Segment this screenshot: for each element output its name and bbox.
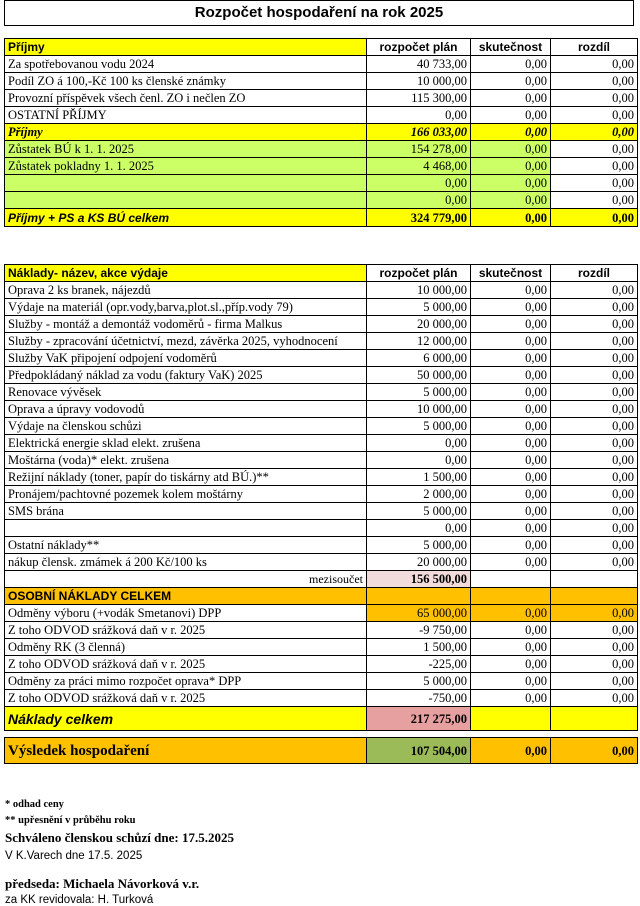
header-actual: skutečnost bbox=[471, 39, 551, 56]
row-label bbox=[5, 520, 367, 537]
plan-value: 50 000,00 bbox=[367, 367, 471, 384]
plan-value: 0,00 bbox=[367, 175, 471, 192]
costs-header-row bbox=[5, 265, 638, 282]
costs-total-row bbox=[5, 707, 638, 731]
diff-value: 0,00 bbox=[551, 537, 638, 554]
plan-value: 1 500,00 bbox=[367, 469, 471, 486]
diff-value: 0,00 bbox=[551, 316, 638, 333]
costs-total-value: 217 275,00 bbox=[367, 707, 471, 731]
costs-subtotal-row bbox=[5, 571, 638, 588]
diff-value: 0,00 bbox=[551, 384, 638, 401]
actual-value: 0,00 bbox=[471, 401, 551, 418]
row-label: Služby - montáž a demontáž vodoměrů - firma Malkus bbox=[5, 316, 367, 333]
row-label: Podíl ZO á 100,-Kč 100 ks členské známky bbox=[5, 73, 367, 90]
spacer-cell bbox=[471, 731, 551, 738]
personal-header-label: OSOBNÍ NÁKLADY CELKEM bbox=[5, 588, 367, 605]
diff-value: 0,00 bbox=[551, 141, 638, 158]
plan-value: 1 500,00 bbox=[367, 639, 471, 656]
row-label: Z toho ODVOD srážková daň v r. 2025 bbox=[5, 690, 367, 707]
diff-value: 0,00 bbox=[551, 452, 638, 469]
plan-value: 2 000,00 bbox=[367, 486, 471, 503]
plan-value: -9 750,00 bbox=[367, 622, 471, 639]
plan-value: 20 000,00 bbox=[367, 316, 471, 333]
row-label: Zůstatek pokladny 1. 1. 2025 bbox=[5, 158, 367, 175]
table-row bbox=[5, 435, 638, 452]
row-label: Zůstatek BÚ k 1. 1. 2025 bbox=[5, 141, 367, 158]
diff-value: 0,00 bbox=[551, 622, 638, 639]
row-label: Odměny za práci mimo rozpočet oprava* DPP bbox=[5, 673, 367, 690]
actual-value: 0,00 bbox=[471, 141, 551, 158]
spacer-cell bbox=[5, 731, 367, 738]
row-label: Renovace vývěsek bbox=[5, 384, 367, 401]
plan-value: 0,00 bbox=[367, 452, 471, 469]
plan-value: 10 000,00 bbox=[367, 401, 471, 418]
actual-value: 0,00 bbox=[471, 350, 551, 367]
personal-costs-header bbox=[5, 588, 638, 605]
actual-value: 0,00 bbox=[471, 622, 551, 639]
balance-row bbox=[5, 158, 638, 175]
table-row bbox=[5, 316, 638, 333]
diff-value: 0,00 bbox=[551, 56, 638, 73]
actual-value: 0,00 bbox=[471, 333, 551, 350]
header-diff: rozdíl bbox=[551, 265, 638, 282]
table-row bbox=[5, 537, 638, 554]
plan-value: 5 000,00 bbox=[367, 384, 471, 401]
result-plan: 107 504,00 bbox=[367, 738, 471, 764]
balance-row bbox=[5, 175, 638, 192]
place-date: V K.Varech dne 17.5. 2025 bbox=[5, 850, 143, 862]
spacer-cell bbox=[367, 731, 471, 738]
personal-cost-row bbox=[5, 673, 638, 690]
spacer-row bbox=[5, 731, 638, 738]
row-label bbox=[5, 175, 367, 192]
plan-value: 0,00 bbox=[367, 192, 471, 209]
diff-value: 0,00 bbox=[551, 690, 638, 707]
table-row bbox=[5, 401, 638, 418]
row-label: Moštárna (voda)* elekt. zrušena bbox=[5, 452, 367, 469]
table-row bbox=[5, 469, 638, 486]
header-diff: rozdíl bbox=[551, 39, 638, 56]
result-diff: 0,00 bbox=[551, 738, 638, 764]
personal-cost-row bbox=[5, 622, 638, 639]
plan-value: -225,00 bbox=[367, 656, 471, 673]
empty-cell bbox=[471, 707, 551, 731]
table-row bbox=[5, 90, 638, 107]
actual-value: 0,00 bbox=[471, 192, 551, 209]
diff-value: 0,00 bbox=[551, 520, 638, 537]
empty-cell bbox=[551, 571, 638, 588]
diff-value: 0,00 bbox=[551, 639, 638, 656]
plan-value: 65 000,00 bbox=[367, 605, 471, 622]
plan-value: 166 033,00 bbox=[367, 124, 471, 141]
actual-value: 0,00 bbox=[471, 435, 551, 452]
income-header-row bbox=[5, 39, 638, 56]
row-label: Oprava a úpravy vodovodů bbox=[5, 401, 367, 418]
row-label: Služby - zpracování účetnictví, mezd, závěrka 2025, vyhodnocení bbox=[5, 333, 367, 350]
row-label: Odměny výboru (+vodák Smetanovi) DPP bbox=[5, 605, 367, 622]
diff-value: 0,00 bbox=[551, 90, 638, 107]
diff-value: 0,00 bbox=[551, 282, 638, 299]
diff-value: 0,00 bbox=[551, 124, 638, 141]
row-label: Pronájem/pachtovné pozemek kolem moštárny bbox=[5, 486, 367, 503]
note-refine: ** upřesnění v průběhu roku bbox=[5, 815, 136, 826]
personal-cost-row bbox=[5, 639, 638, 656]
plan-value: 6 000,00 bbox=[367, 350, 471, 367]
diff-value: 0,00 bbox=[551, 469, 638, 486]
table-row bbox=[5, 418, 638, 435]
table-row bbox=[5, 333, 638, 350]
row-label: Elektrická energie sklad elekt. zrušena bbox=[5, 435, 367, 452]
row-label: Předpokládaný náklad za vodu (faktury VaK) 2025 bbox=[5, 367, 367, 384]
diff-value: 0,00 bbox=[551, 192, 638, 209]
row-label: Výdaje na členskou schůzi bbox=[5, 418, 367, 435]
spacer-cell bbox=[551, 731, 638, 738]
personal-cost-row bbox=[5, 690, 638, 707]
actual-value: 0,00 bbox=[471, 469, 551, 486]
row-label: Odměny RK (3 členná) bbox=[5, 639, 367, 656]
result-actual: 0,00 bbox=[471, 738, 551, 764]
subtotal-value: 156 500,00 bbox=[367, 571, 471, 588]
row-label: Výdaje na materiál (opr.vody,barva,plot.sl.,příp.vody 79) bbox=[5, 299, 367, 316]
diff-value: 0,00 bbox=[551, 486, 638, 503]
plan-value: 0,00 bbox=[367, 520, 471, 537]
table-row bbox=[5, 56, 638, 73]
balance-row bbox=[5, 192, 638, 209]
audit-signature: za KK revidovala: H. Turková bbox=[5, 894, 154, 906]
table-row bbox=[5, 107, 638, 124]
actual-value: 0,00 bbox=[471, 639, 551, 656]
plan-value: -750,00 bbox=[367, 690, 471, 707]
actual-value: 0,00 bbox=[471, 486, 551, 503]
diff-value: 0,00 bbox=[551, 673, 638, 690]
actual-value: 0,00 bbox=[471, 673, 551, 690]
plan-value: 10 000,00 bbox=[367, 282, 471, 299]
actual-value: 0,00 bbox=[471, 690, 551, 707]
income-table bbox=[4, 38, 638, 227]
empty-cell bbox=[551, 588, 638, 605]
empty-cell bbox=[367, 588, 471, 605]
result-row bbox=[5, 738, 638, 764]
actual-value: 0,00 bbox=[471, 124, 551, 141]
approval-note: Schváleno členskou schůzí dne: 17.5.2025 bbox=[5, 830, 234, 845]
row-label: Režijní náklady (toner, papír do tiskárny atd BÚ.)** bbox=[5, 469, 367, 486]
diff-value: 0,00 bbox=[551, 418, 638, 435]
plan-value: 20 000,00 bbox=[367, 554, 471, 571]
row-label: Příjmy bbox=[5, 124, 367, 141]
table-row bbox=[5, 554, 638, 571]
plan-value: 324 779,00 bbox=[367, 209, 471, 227]
plan-value: 0,00 bbox=[367, 435, 471, 452]
header-plan: rozpočet plán bbox=[367, 39, 471, 56]
plan-value: 154 278,00 bbox=[367, 141, 471, 158]
actual-value: 0,00 bbox=[471, 316, 551, 333]
table-row bbox=[5, 367, 638, 384]
diff-value: 0,00 bbox=[551, 175, 638, 192]
actual-value: 0,00 bbox=[471, 554, 551, 571]
table-row bbox=[5, 452, 638, 469]
row-label bbox=[5, 192, 367, 209]
diff-value: 0,00 bbox=[551, 299, 638, 316]
personal-cost-row bbox=[5, 656, 638, 673]
table-row bbox=[5, 73, 638, 90]
actual-value: 0,00 bbox=[471, 209, 551, 227]
row-label: nákup člensk. zmámek á 200 Kč/100 ks bbox=[5, 554, 367, 571]
diff-value: 0,00 bbox=[551, 333, 638, 350]
subtotal-label: mezisoučet bbox=[5, 571, 367, 588]
header-plan: rozpočet plán bbox=[367, 265, 471, 282]
actual-value: 0,00 bbox=[471, 452, 551, 469]
plan-value: 5 000,00 bbox=[367, 537, 471, 554]
row-label: Z toho ODVOD srážková daň v r. 2025 bbox=[5, 622, 367, 639]
balance-row bbox=[5, 141, 638, 158]
row-label: OSTATNÍ PŘÍJMY bbox=[5, 107, 367, 124]
header-label: Příjmy bbox=[5, 39, 367, 56]
table-row bbox=[5, 282, 638, 299]
actual-value: 0,00 bbox=[471, 175, 551, 192]
actual-value: 0,00 bbox=[471, 656, 551, 673]
chair-signature: předseda: Michaela Návorková v.r. bbox=[5, 876, 200, 891]
empty-cell bbox=[471, 571, 551, 588]
diff-value: 0,00 bbox=[551, 605, 638, 622]
page-title: Rozpočet hospodaření na rok 2025 bbox=[4, 0, 634, 26]
plan-value: 4 468,00 bbox=[367, 158, 471, 175]
diff-value: 0,00 bbox=[551, 401, 638, 418]
actual-value: 0,00 bbox=[471, 605, 551, 622]
plan-value: 5 000,00 bbox=[367, 418, 471, 435]
plan-value: 10 000,00 bbox=[367, 73, 471, 90]
row-label: Ostatní náklady** bbox=[5, 537, 367, 554]
table-row bbox=[5, 486, 638, 503]
row-label: Oprava 2 ks branek, nájezdů bbox=[5, 282, 367, 299]
actual-value: 0,00 bbox=[471, 73, 551, 90]
table-row bbox=[5, 503, 638, 520]
result-label: Výsledek hospodaření bbox=[5, 738, 367, 764]
income-subtotal-row bbox=[5, 124, 638, 141]
row-label: Provozní příspěvek všech čenl. ZO i nečlen ZO bbox=[5, 90, 367, 107]
diff-value: 0,00 bbox=[551, 554, 638, 571]
row-label: Z toho ODVOD srážková daň v r. 2025 bbox=[5, 656, 367, 673]
plan-value: 5 000,00 bbox=[367, 673, 471, 690]
diff-value: 0,00 bbox=[551, 367, 638, 384]
diff-value: 0,00 bbox=[551, 656, 638, 673]
diff-value: 0,00 bbox=[551, 435, 638, 452]
actual-value: 0,00 bbox=[471, 90, 551, 107]
actual-value: 0,00 bbox=[471, 158, 551, 175]
row-label: SMS brána bbox=[5, 503, 367, 520]
note-estimate: * odhad ceny bbox=[5, 799, 64, 810]
costs-table bbox=[4, 264, 638, 764]
table-row bbox=[5, 299, 638, 316]
diff-value: 0,00 bbox=[551, 107, 638, 124]
row-label: Služby VaK připojení odpojení vodoměrů bbox=[5, 350, 367, 367]
plan-value: 5 000,00 bbox=[367, 503, 471, 520]
table-row bbox=[5, 384, 638, 401]
actual-value: 0,00 bbox=[471, 503, 551, 520]
plan-value: 5 000,00 bbox=[367, 299, 471, 316]
plan-value: 12 000,00 bbox=[367, 333, 471, 350]
diff-value: 0,00 bbox=[551, 158, 638, 175]
actual-value: 0,00 bbox=[471, 56, 551, 73]
empty-cell bbox=[551, 707, 638, 731]
diff-value: 0,00 bbox=[551, 73, 638, 90]
empty-cell bbox=[471, 588, 551, 605]
personal-cost-row bbox=[5, 605, 638, 622]
table-row bbox=[5, 350, 638, 367]
table-row bbox=[5, 520, 638, 537]
header-label: Náklady- název, akce výdaje bbox=[5, 265, 367, 282]
plan-value: 40 733,00 bbox=[367, 56, 471, 73]
actual-value: 0,00 bbox=[471, 282, 551, 299]
costs-total-label: Náklady celkem bbox=[5, 707, 367, 731]
actual-value: 0,00 bbox=[471, 418, 551, 435]
row-label: Příjmy + PS a KS BÚ celkem bbox=[5, 209, 367, 227]
plan-value: 0,00 bbox=[367, 107, 471, 124]
income-total-row bbox=[5, 209, 638, 227]
header-actual: skutečnost bbox=[471, 265, 551, 282]
row-label: Za spotřebovanou vodu 2024 bbox=[5, 56, 367, 73]
actual-value: 0,00 bbox=[471, 537, 551, 554]
plan-value: 115 300,00 bbox=[367, 90, 471, 107]
diff-value: 0,00 bbox=[551, 350, 638, 367]
actual-value: 0,00 bbox=[471, 384, 551, 401]
actual-value: 0,00 bbox=[471, 107, 551, 124]
actual-value: 0,00 bbox=[471, 299, 551, 316]
actual-value: 0,00 bbox=[471, 520, 551, 537]
diff-value: 0,00 bbox=[551, 209, 638, 227]
diff-value: 0,00 bbox=[551, 503, 638, 520]
actual-value: 0,00 bbox=[471, 367, 551, 384]
